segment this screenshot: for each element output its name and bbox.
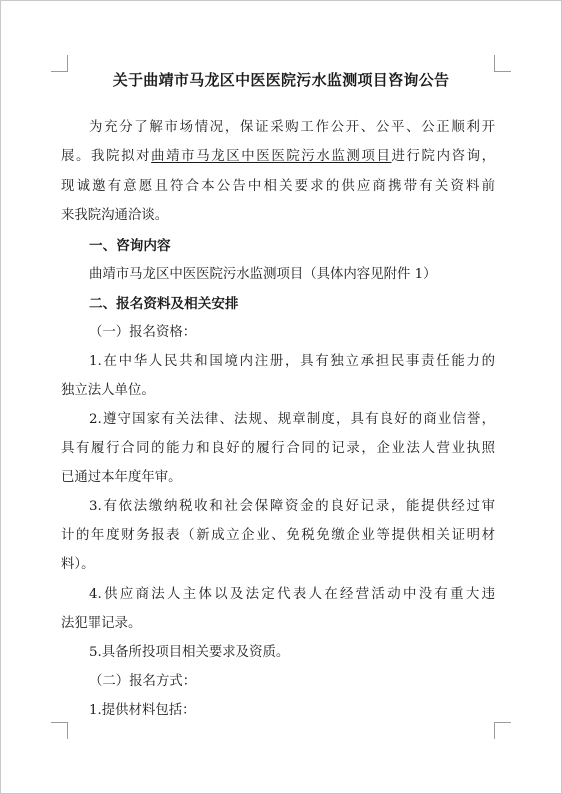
item-3-line-1: 3.有依法缴纳税收和社会保障资金的良好记录，能提供经过审 [89,499,495,514]
item-2-line-1: 2.遵守国家有关法律、法规、规章制度，具有良好的商业信誉， [89,412,495,427]
intro-line-1: 为充分了解市场情况，保证采购工作公开、公平、公正顺利开 [89,120,495,135]
item-4-line-2: 法犯罪记录。 [61,616,142,631]
intro-line-2-post: 进行院内咨询， [391,149,496,164]
item-3-line-3: 料）。 [61,557,95,572]
intro-line-2 [61,149,495,165]
section-2-heading: 二、报名资料及相关安排 [89,296,239,312]
item-4-line-1: 4.供应商法人主体以及法定代表人在经营活动中没有重大违 [89,587,495,602]
section-1-content: 曲靖市马龙区中医医院污水监测项目（具体内容见附件 1） [89,267,437,282]
intro-line-2-pre: 展。我院拟对 [61,149,152,164]
intro-line-3: 现诚邀有意愿且符合本公告中相关要求的供应商携带有关资料前 [61,179,495,194]
item-5: 5.具备所投项目相关要求及资质。 [89,645,290,660]
subsection-1-heading: （一）报名资格： [89,325,197,340]
section-1-heading: 一、咨询内容 [89,238,171,254]
item-1-line-1: 1.在中华人民共和国境内注册，具有独立承担民事责任能力的 [89,354,495,369]
project-name-underlined: 曲靖市马龙区中医医院污水监测项目 [151,149,392,164]
item-2-line-3: 已通过本年度年审。 [61,470,182,485]
subsection-2-item-1: 1.提供材料包括： [89,703,196,718]
margin-mark-bottom-right [494,722,511,739]
item-2-line-2: 具有履行合同的能力和良好的履行合同的记录，企业法人营业执照 [61,441,495,456]
item-3-line-2: 计的年度财务报表（新成立企业、免税免缴企业等提供相关证明材 [61,528,495,543]
subsection-2-heading: （二）报名方式： [89,674,197,689]
item-1-line-2: 独立法人单位。 [61,383,155,398]
intro-line-4: 来我院沟通洽谈。 [61,208,169,223]
document-title: 关于曲靖市马龙区中医医院污水监测项目咨询公告 [112,71,450,89]
margin-mark-bottom-left [51,722,68,739]
